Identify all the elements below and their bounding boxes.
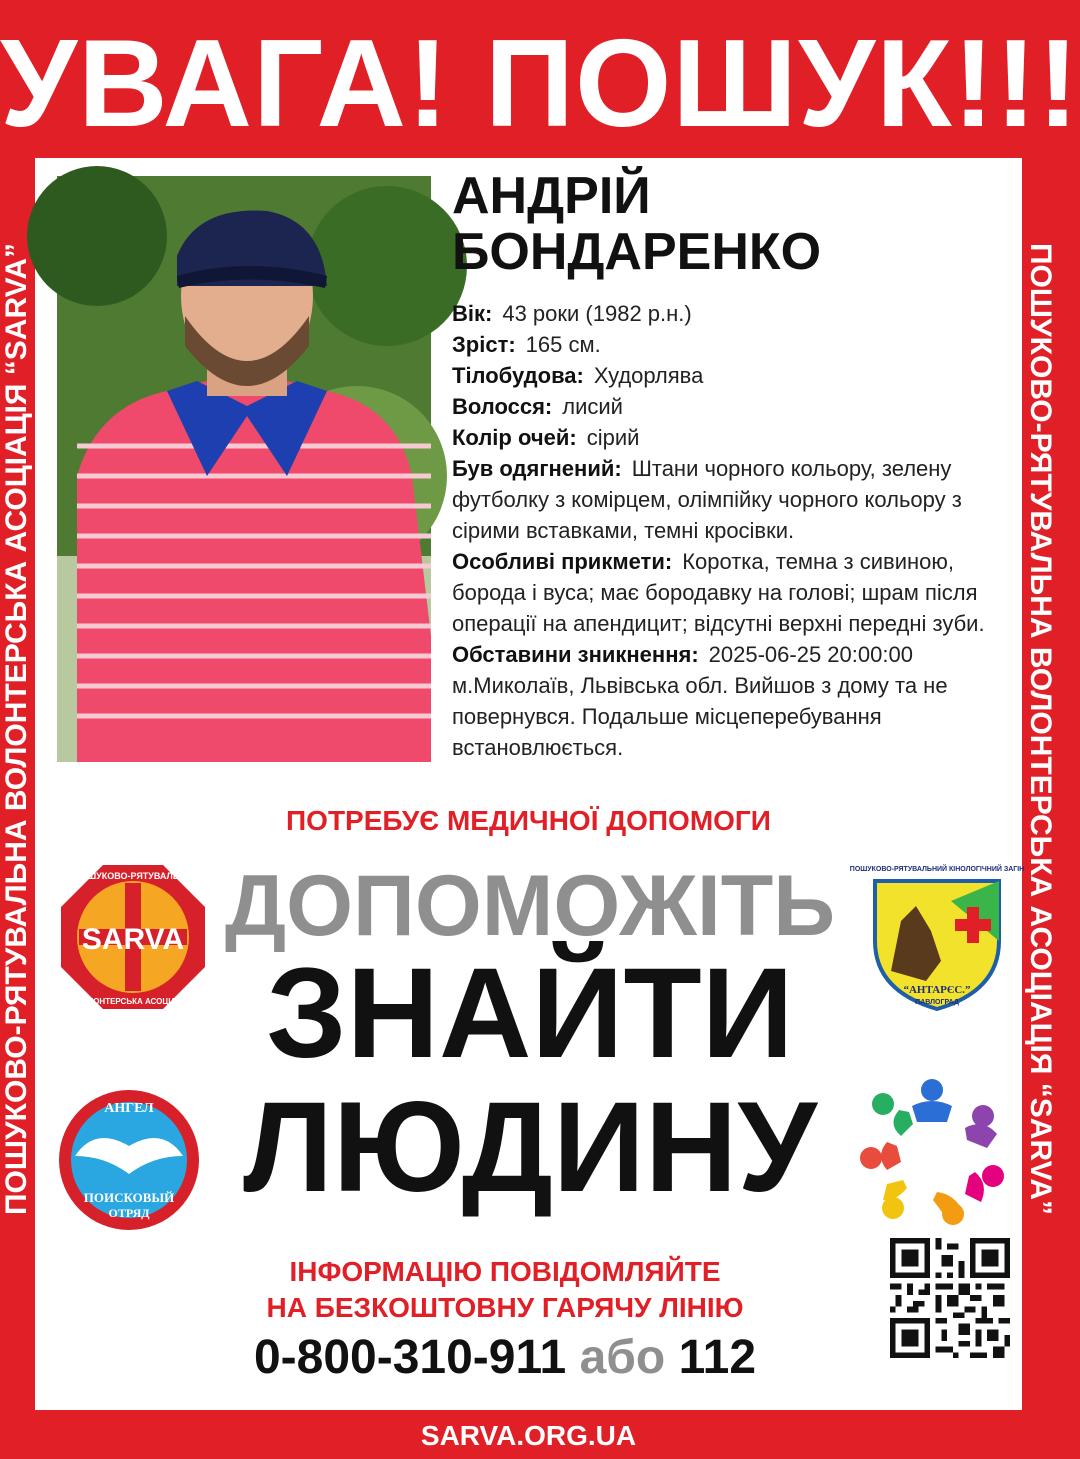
fact-hair xyxy=(452,391,1012,422)
fact-label: Колір очей: xyxy=(452,425,577,450)
person-facts xyxy=(452,298,1012,763)
hotline-line2: НА БЕЗКОШТОВНУ ГАРЯЧУ ЛІНІЮ xyxy=(266,1292,744,1323)
fact-value: Худорлява xyxy=(593,363,704,388)
sarva-logo-top: ПОШУКОВО-РЯТУВАЛЬНА xyxy=(73,871,193,881)
angel-logo-bottom2: ОТРЯД xyxy=(108,1206,150,1220)
page-title: УВАГА! ПОШУК!!! xyxy=(0,15,1080,153)
fact-value: 165 см. xyxy=(525,332,601,357)
angel-logo-bottom1: ПОИСКОВЫЙ xyxy=(83,1190,175,1205)
angel-logo-top: АНГЕЛ xyxy=(104,1101,154,1116)
fact-clothing xyxy=(452,453,1012,546)
fact-eyes xyxy=(452,422,1012,453)
call-find: ЗНАЙТИ xyxy=(266,942,794,1085)
fact-label: Вік: xyxy=(452,301,493,326)
sarva-logo-bottom: ВОЛОНТЕРСЬКА АСОЦІАЦІЯ xyxy=(75,997,191,1006)
hotline-number[interactable]: 0-800-310-911 xyxy=(253,1331,567,1384)
person-photo-illustration xyxy=(57,176,431,762)
hotline-or: або xyxy=(579,1331,666,1384)
fact-label: Обставини зникнення: xyxy=(452,642,699,667)
fact-value: 43 роки (1982 р.н.) xyxy=(502,301,692,326)
fact-value: Коротка, темна з сивиною, борода і вуса; має бородавку на голові; шрам після операції на апендицит; відсутні верхні передні зуби. xyxy=(452,549,985,636)
antares-logo-name: “АНТАРЄС.” xyxy=(903,984,971,996)
hotline-line1: ІНФОРМАЦІЮ ПОВІДОМЛЯЙТЕ xyxy=(289,1256,721,1287)
people-circle-logo xyxy=(857,1076,1007,1226)
person-name xyxy=(452,168,821,280)
fact-value: 2025-06-25 20:00:00 м.Миколаїв, Львівська обл. Вийшов з дому та не повернувся. Подальше місцеперебування встановлюється. xyxy=(452,642,948,760)
fact-label: Тілобудова: xyxy=(452,363,584,388)
fact-value: Штани чорного кольору, зелену футболку з комірцем, олімпійку чорного кольору з сірими вставками, темні кросівки. xyxy=(452,456,962,543)
sarva-logo xyxy=(59,863,207,1011)
hotline-alt-number[interactable]: 112 xyxy=(678,1331,757,1384)
side-banner-right: ПОШУКОВО-РЯТУВАЛЬНА ВОЛОНТЕРСЬКА АСОЦІАЦІЯ “SARVA” xyxy=(1024,242,1057,1216)
fact-height xyxy=(452,329,1012,360)
side-banner-left: ПОШУКОВО-РЯТУВАЛЬНА ВОЛОНТЕРСЬКА АСОЦІАЦІЯ “SARVA” xyxy=(0,242,33,1216)
qr-code[interactable] xyxy=(890,1238,1010,1358)
call-help: ДОПОМОЖІТЬ xyxy=(224,858,836,954)
person-first-name: АНДРІЙ xyxy=(452,167,651,225)
fact-label: Особливі прикмети: xyxy=(452,549,673,574)
antares-logo xyxy=(849,861,1025,1011)
missing-person-photo xyxy=(57,176,431,762)
fact-value: лисий xyxy=(562,394,623,419)
angel-logo xyxy=(55,1086,203,1234)
antares-logo-city: ПАВЛОГРАД xyxy=(915,999,959,1006)
fact-age xyxy=(452,298,1012,329)
fact-value: сірий xyxy=(586,425,640,450)
medical-notice: ПОТРЕБУЄ МЕДИЧНОЇ ДОПОМОГИ xyxy=(286,805,771,836)
call-person: ЛЮДИНУ xyxy=(243,1076,817,1219)
person-last-name: БОНДАРЕНКО xyxy=(452,223,822,281)
fact-label: Був одягнений: xyxy=(452,456,622,481)
fact-features xyxy=(452,546,1012,639)
footer-site-link[interactable]: SARVA.ORG.UA xyxy=(420,1420,637,1451)
fact-label: Зріст: xyxy=(452,332,516,357)
fact-circumstances xyxy=(452,639,1012,763)
poster-panel xyxy=(35,158,1025,1410)
fact-build xyxy=(452,360,1012,391)
sarva-logo-center: SARVA xyxy=(81,923,185,956)
antares-logo-top: ПОШУКОВО-РЯТУВАЛЬНИЙ КІНОЛОГІЧНИЙ ЗАГІН xyxy=(849,866,1025,873)
hotline-phone xyxy=(185,1328,825,1388)
hotline-notice xyxy=(185,1254,825,1326)
fact-label: Волосся: xyxy=(452,394,553,419)
